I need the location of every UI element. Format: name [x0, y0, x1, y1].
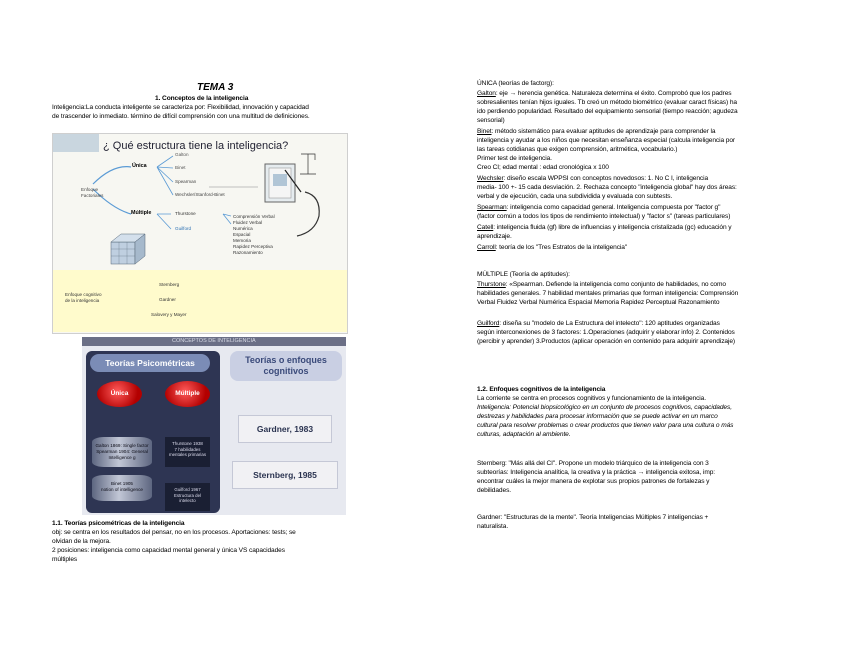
binet-cylinder: Binet 1905 notion of intelligence: [92, 475, 152, 501]
thurstone-factor: Comprensión Verbal: [233, 214, 275, 219]
definition-line: cultural para resolver problemas o crear productos que tienen valor para una cultura o más: [477, 422, 734, 429]
thurstone-factor: Espacial: [233, 232, 251, 237]
thurstone-block: Thurstone 1938 7 habilidades mentales primarias: [165, 437, 210, 467]
paragraph-line: sobresalientes tenían hijos iguales. Tb creó un método biométrico (evaluar caract físicas) ha: [477, 99, 737, 106]
sternberg-line: debilidades.: [477, 487, 511, 494]
paragraph-text: : inteligencia como capacidad general. Inteligencia compuesta por "factor g": [506, 204, 721, 211]
spearman-paragraph: [477, 204, 720, 213]
binet-paragraph: [477, 128, 715, 137]
paragraph-line: Verbal Fluidez Verbal Numérica Espacial Memoria Rapidez Perceptual Razonamiento: [477, 299, 720, 306]
unica-item: Binet: [175, 165, 186, 170]
unica-item: Galton: [175, 152, 189, 157]
paragraph-text: : método sistemático para evaluar aptitudes de aprendizaje para comprender la: [491, 128, 716, 135]
author-name: Catell: [477, 224, 494, 231]
paragraph-line: Creo CI; edad mental : edad cronológica x 100: [477, 164, 609, 171]
paragraph-text: : diseña su "modelo de La Estructura del intelecto": 120 aptitudes organizadas: [499, 320, 720, 327]
paragraph-line: aprendizaje.: [477, 233, 512, 240]
thurstone-factor: Numérica: [233, 226, 253, 231]
multiple-node: Múltiple: [131, 210, 152, 216]
sternberg-box: Sternberg, 1985: [232, 461, 338, 489]
unica-item: Spearman: [175, 179, 197, 184]
section-1-1-line: olvidan de la mejora.: [52, 538, 111, 545]
thurstone-factor: Razonamiento: [233, 250, 263, 255]
cognitive-approach-label: Enfoque cognitivo de la inteligencia: [65, 292, 102, 303]
paragraph-line: sensorial): [477, 117, 505, 124]
paragraph-text: : inteligencia fluida (gf) libre de influencias y inteligencia cristalizada (gc) educación y: [493, 224, 732, 231]
paragraph-line: las tareas cotidianas que exigen comprensión, aritmética, vocabulario.): [477, 146, 678, 153]
psychometric-title: Teorías Psicométricas: [90, 354, 210, 372]
paragraph-line: según interconexiones de 3 factores: 1.Operaciones (adquirir y elaborar info) 2. Contenidos: [477, 329, 735, 336]
definition-line: Inteligencia: Potencial biopsicológico en un conjunto de procesos cognitivos, capacidades,: [477, 404, 732, 411]
cognitive-item: Sternberg: [159, 282, 180, 287]
paragraph-line: ido perdiendo popularidad. Resultado del equipamiento sensorial (tiempo reacción; agudeza: [477, 108, 738, 115]
cognitive-item: Gardner: [159, 297, 176, 302]
catell-paragraph: [477, 224, 731, 233]
guilford-paragraph: [477, 320, 720, 329]
paragraph-line: media- 100 +- 15 cada desviación. 2. Rechaza concepto "inteligencia global" hay dos áreas:: [477, 184, 737, 191]
paragraph-text: : teoría de los "Tres Estratos de la inteligencia": [495, 244, 628, 251]
multiple-button: Múltiple: [165, 381, 210, 407]
multiple-item: Thurstone: [175, 211, 196, 216]
section-1-1-line: 2 posiciones: inteligencia como capacidad mental general y única VS capacidades: [52, 547, 285, 554]
section-1-2-line: La corriente se centra en procesos cognitivos y funcionamiento de la inteligencia.: [477, 395, 706, 402]
sternberg-line: subteorías: Inteligencia analítica, la creativa y la práctica → inteligencia exitosa, imp:: [477, 469, 716, 476]
section-1-1-line: múltiples: [52, 556, 78, 563]
paragraph-line: verbal y de ejecución, cada una subdividida y evaluada con subtests.: [477, 193, 673, 200]
guilford-block: Guilford 1967 Estructura del intelecto: [165, 483, 210, 511]
cognitive-item: Salovery y Mayer: [151, 312, 187, 317]
unica-node: Única: [132, 163, 147, 169]
thurstone-paragraph: [477, 281, 726, 290]
psychometric-vs-cognitive-diagram: [82, 337, 346, 515]
section-1-1-line: obj: se centra en los resultados del pensar, no en los procesos. Aportaciones: tests; se: [52, 529, 296, 536]
sternberg-line: encontrar cuáles la mejor manera de explotar sus propios patrones de fortalezas y: [477, 478, 710, 485]
definition-line: destrezas y habilidades para procesar información que se puede activar en un marco: [477, 413, 718, 420]
paragraph-text: : eje → herencia genética. Naturaleza determina el éxito. Comprobó que los padres: [495, 90, 732, 97]
gardner-box: Gardner, 1983: [238, 415, 332, 443]
section-1-heading: 1. Conceptos de la inteligencia: [155, 95, 249, 102]
intro-line: Inteligencia:La conducta inteligente se caracteriza por: Flexibilidad, innovación y capacidad: [52, 104, 309, 111]
paragraph-line: habilidades generales. 7 habilidad mentales primarias que forman inteligencia: Comprensión: [477, 290, 739, 297]
paragraph-text: : diseño escala WPPSI con conceptos novedosos: 1. No C I, inteligencia: [503, 175, 709, 182]
author-name: Wechsler: [477, 175, 504, 182]
author-name: Spearman: [477, 204, 507, 211]
thurstone-factor: Rapidez Perceptiva: [233, 244, 273, 249]
page-title: TEMA 3: [197, 82, 234, 93]
gardner-line: Gardner: "Estructuras de la mente". Teoría Inteligencias Múltiples 7 inteligencias +: [477, 514, 709, 521]
gardner-line: naturalista.: [477, 523, 509, 530]
intelligence-structure-diagram: [52, 133, 348, 334]
galton-spearman-cylinder: Galton 1869: Single factor Spearman 1904: General Intelligence g: [92, 437, 152, 467]
paragraph-line: Primer test de inteligencia.: [477, 155, 552, 162]
definition-line: culturas, adaptación al ambiente.: [477, 431, 571, 438]
factorial-approach-label: Enfoque Factoriales: [81, 187, 104, 198]
paragraph-line: (percibir y aprender) 3.Productos (aplicar operación en contenido para adquirir aprendizaje): [477, 338, 735, 345]
multiple-item: Guilford: [175, 226, 192, 231]
unica-heading: ÚNICA (teorías de factorg):: [477, 80, 554, 87]
multiple-heading: MÚLTIPLE (Teoría de aptitudes):: [477, 271, 570, 278]
carroll-paragraph: [477, 244, 627, 253]
thurstone-factor: Fluidez Verbal: [233, 220, 263, 225]
diagram-question: ¿ Qué estructura tiene la inteligencia?: [103, 140, 289, 152]
section-1-2-heading: 1.2. Enfoques cognitivos de la inteligencia: [477, 386, 606, 393]
author-name: Binet: [477, 128, 492, 135]
cognitive-title: Teorías o enfoques cognitivos: [230, 351, 342, 381]
unica-button: Única: [97, 381, 142, 407]
galton-paragraph: [477, 90, 731, 99]
author-name: Guilford: [477, 320, 500, 327]
cube-block: [111, 234, 145, 264]
figure-band-title: CONCEPTOS DE INTELIGENCIA: [172, 338, 256, 344]
author-name: Carroll: [477, 244, 496, 251]
author-name: Galton: [477, 90, 496, 97]
thurstone-factor: Memoria: [233, 238, 251, 243]
section-1-1-heading: 1.1. Teorías psicométricas de la inteligencia: [52, 520, 185, 527]
sternberg-line: Sternberg: "Más allá del CI". Propone un modelo triárquico de la inteligencia con 3: [477, 460, 709, 467]
wechsler-paragraph: [477, 175, 708, 184]
author-name: Thurstone: [477, 281, 506, 288]
unica-item: Wechsler/Stanford-Binet: [175, 192, 225, 197]
paragraph-line: (factor común a todos los tipos de rendimiento intelectual) y "factor s" (tareas particulares): [477, 213, 731, 220]
paragraph-line: inteligencia y ayudar a los niños que necesitan enseñanza especial (calcula inteligencia por: [477, 137, 736, 144]
intro-line: de trascender lo inmediato. término de difícil comprensión con una multitud de definiciones.: [52, 113, 310, 120]
paragraph-text: : «Spearman. Defiende la inteligencia como conjunto de habilidades, no como: [505, 281, 726, 288]
